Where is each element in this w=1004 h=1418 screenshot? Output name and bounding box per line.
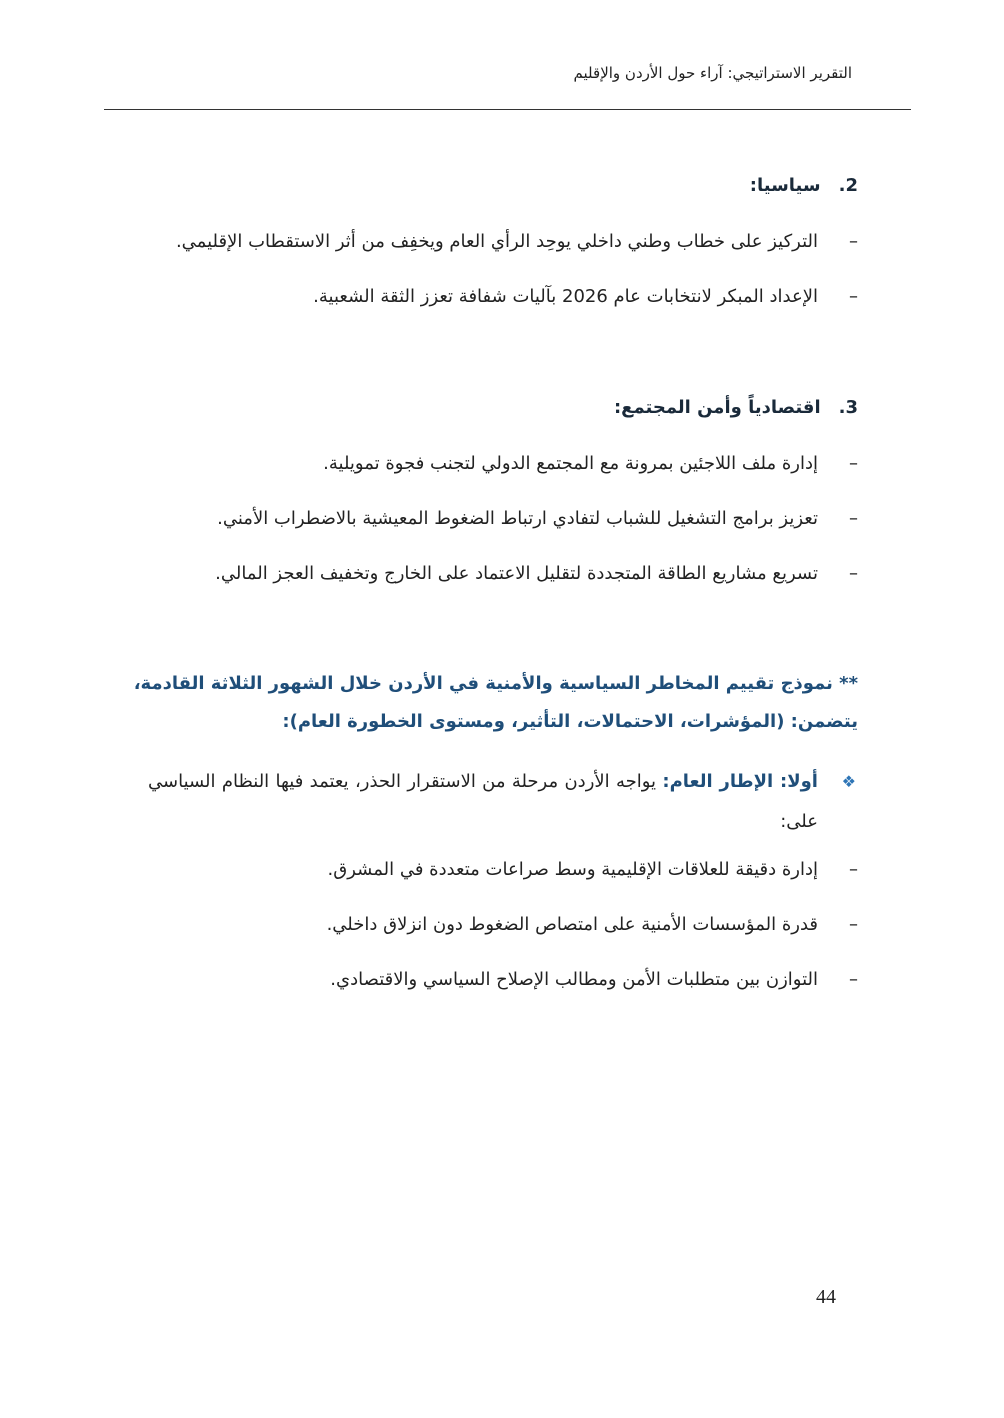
list-item	[323, 450, 858, 478]
section-title: اقتصادياً وأمن المجتمع:	[613, 397, 821, 418]
list-item	[217, 505, 858, 533]
list-item-text: إدارة ملف اللاجئين بمرونة مع المجتمع الدولي لتجنب فجوة تمويلية.	[323, 453, 818, 474]
list-item-text: تعزيز برامج التشغيل للشباب لتفادي ارتباط الضغوط المعيشية بالاضطراب الأمني.	[217, 508, 818, 529]
dash-icon: –	[849, 508, 858, 529]
list-item	[313, 283, 858, 311]
list-item	[175, 228, 858, 256]
model-title-line-2: يتضمن: (المؤشرات، الاحتمالات، التأثير، ومستوى الخطورة العام):	[282, 711, 858, 732]
dash-icon: –	[849, 914, 858, 935]
list-item-text: إدارة دقيقة للعلاقات الإقليمية وسط صراعات متعددة في المشرق.	[327, 859, 818, 880]
list-item-text: قدرة المؤسسات الأمنية على امتصاص الضغوط دون انزلاق داخلي.	[326, 914, 818, 935]
dash-icon: –	[849, 231, 858, 252]
section-heading-economy	[614, 394, 858, 422]
dash-icon: –	[849, 563, 858, 584]
diamond-bullet-icon: ❖	[841, 772, 856, 791]
dash-icon: –	[849, 453, 858, 474]
header-rule	[104, 109, 911, 110]
model-title-line-1: ** نموذج تقييم المخاطر السياسية والأمنية في الأردن خلال الشهور الثلاثة القادمة،	[133, 673, 858, 694]
page-number: 44	[816, 1286, 836, 1308]
framework-lead: أولا: الإطار العام:	[662, 771, 818, 792]
dash-icon: –	[849, 969, 858, 990]
section-number: 2.	[838, 175, 858, 196]
list-item	[327, 856, 858, 884]
dash-icon: –	[849, 859, 858, 880]
list-item-text: تسريع مشاريع الطاقة المتجددة لتقليل الاعتماد على الخارج وتخفيف العجز المالي.	[215, 563, 818, 584]
list-item	[326, 911, 858, 939]
list-item	[330, 966, 858, 994]
section-title: سياسيا:	[749, 175, 821, 196]
section-number: 3.	[838, 397, 858, 418]
section-heading-politics	[750, 172, 858, 200]
running-header: التقرير الاستراتيجي: آراء حول الأردن والإقليم	[573, 64, 852, 82]
framework-paragraph	[148, 762, 856, 842]
list-item	[215, 560, 858, 588]
list-item-text: الإعداد المبكر لانتخابات عام 2026 بآليات شفافة تعزز الثقة الشعبية.	[313, 286, 818, 307]
list-item-text: التوازن بين متطلبات الأمن ومطالب الإصلاح السياسي والاقتصادي.	[330, 969, 818, 990]
framework-text: يواجه الأردن مرحلة من الاستقرار الحذر، يعتمد فيها النظام السياسي على:	[148, 771, 818, 832]
dash-icon: –	[849, 286, 858, 307]
list-item-text: التركيز على خطاب وطني داخلي يوحِد الرأي العام ويخفِف من أثر الاستقطاب الإقليمي.	[175, 231, 818, 252]
